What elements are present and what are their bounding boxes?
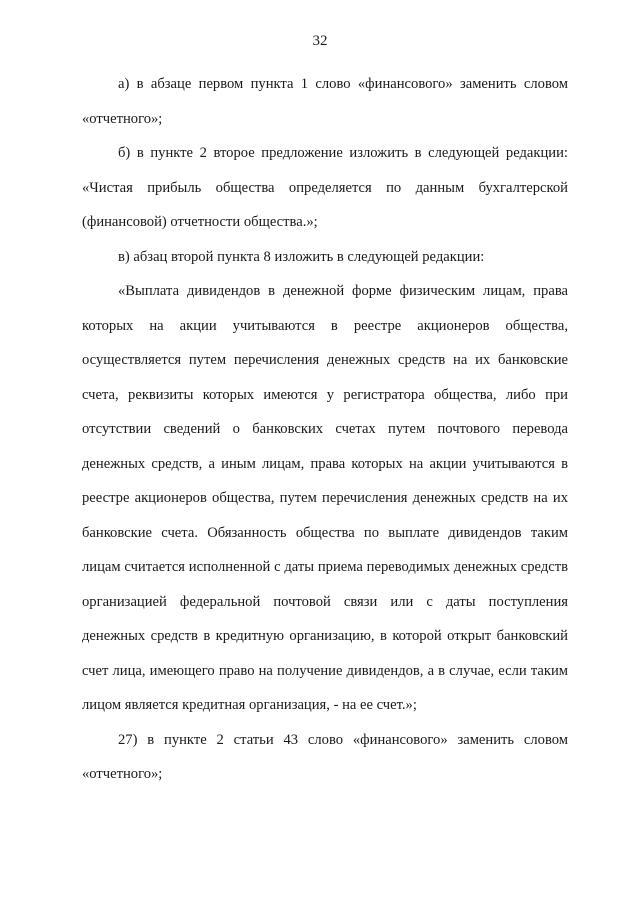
paragraph-a: а) в абзаце первом пункта 1 слово «финансового» заменить словом «отчетного»; [82, 76, 568, 127]
paragraph-27: 27) в пункте 2 статьи 43 слово «финансового» заменить словом «отчетного»; [82, 731, 568, 782]
paragraph-dividends-quote: «Выплата дивидендов в денежной форме физическим лицам, права которых на акции учитываются в реестре акционеров общества, осуществляется путем перечисления денежных средств на их банковские счета, реквизиты которых имеются у регистратора общества, либо при отсутствии сведений о банковских счетах путем почтового перевода денежных средств, а иным лицам, права которых на акции учитываются в реестре акционеров общества, путем перечисления денежных средств на их банковские счета. Обязанность общества по выплате дивидендов таким лицам считается исполненной с даты приема переводимых денежных средств организацией федеральной почтовой связи или с даты поступления денежных средств в кредитную организацию, в которой открыт банковский счет лица, имеющего право на получение дивидендов, а в случае, если таким лицом является кредитная организация, - на ее счет.»; [82, 283, 568, 713]
paragraph-c: в) абзац второй пункта 8 изложить в следующей редакции: [118, 248, 485, 265]
document-body [82, 67, 568, 792]
page-number: 32 [312, 33, 328, 49]
paragraph-b: б) в пункте 2 второе предложение изложить в следующей редакции: «Чистая прибыль общества определяется по данным бухгалтерской (финансовой) отчетности общества.»; [82, 145, 568, 230]
